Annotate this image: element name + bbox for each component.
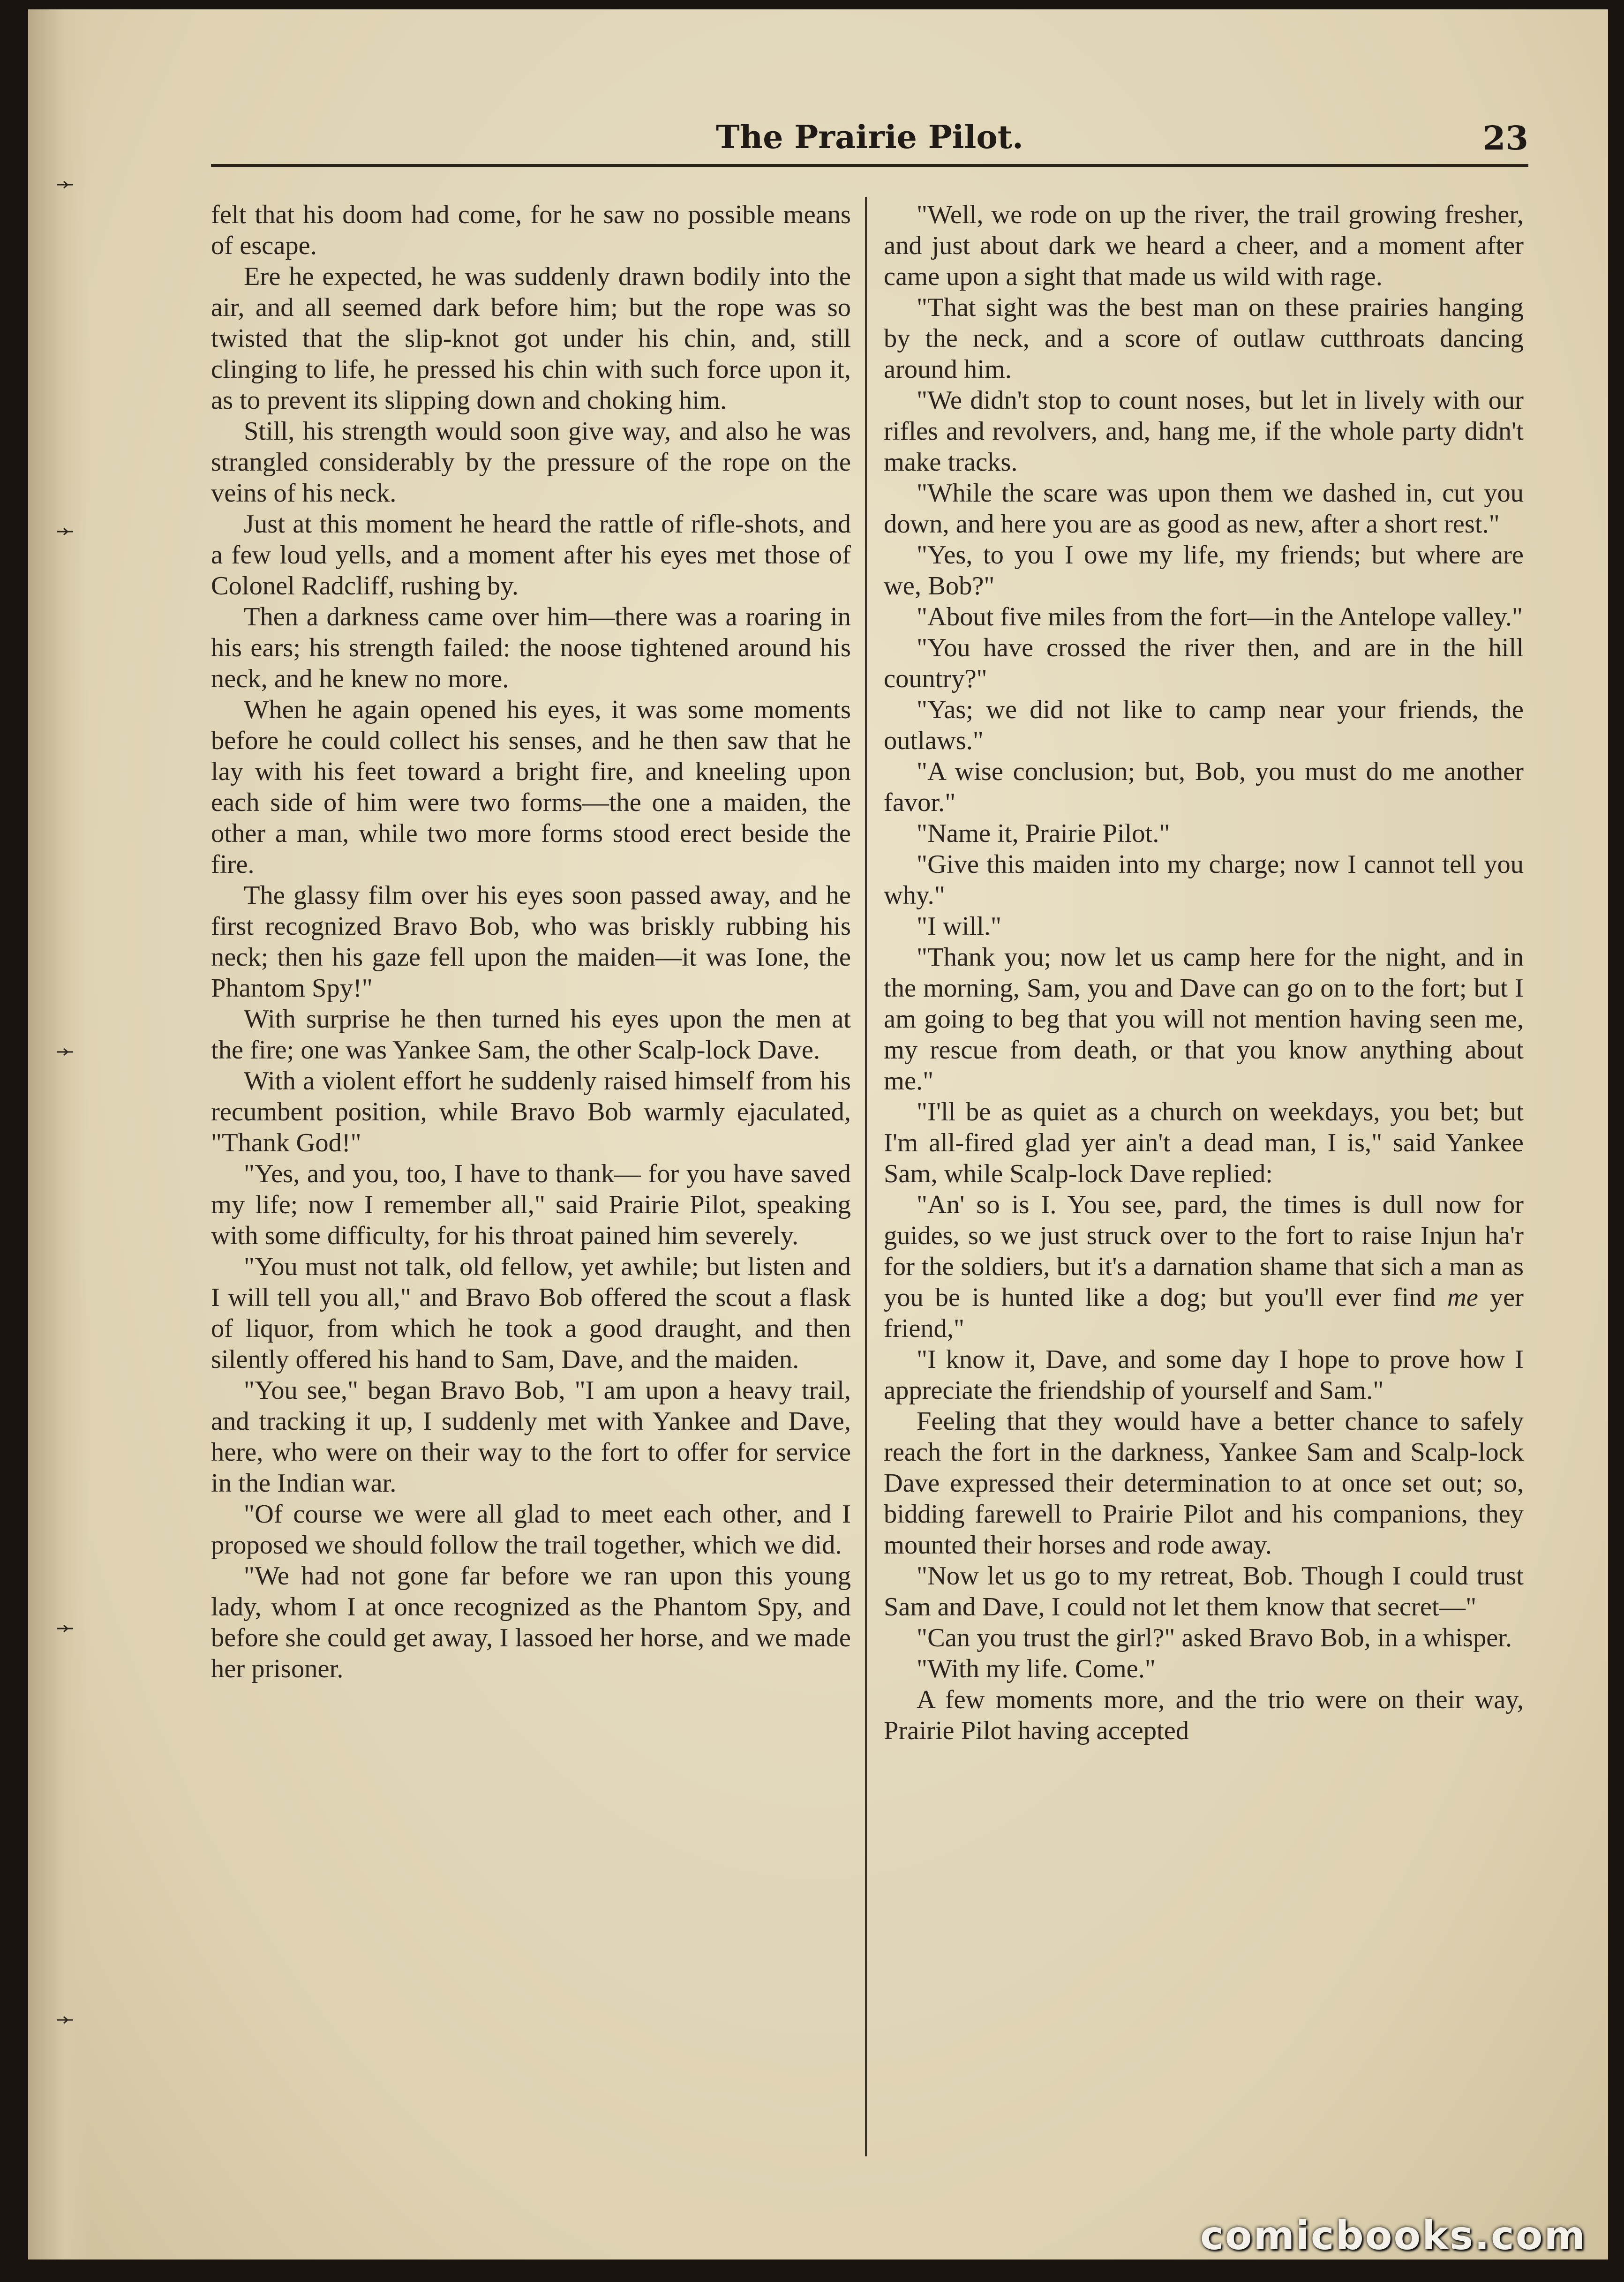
paragraph: "Give this maiden into my charge; now I cannot tell you why.": [884, 850, 1524, 910]
paragraph: Still, his strength would soon give way, and also he was strangled considerably by the pressure of the rope on the veins of his neck.: [211, 417, 851, 508]
header-rule: [211, 164, 1528, 167]
binding-thread-icon: [57, 1624, 73, 1633]
paragraph: "Yes, and you, too, I have to thank— for you have saved my life; now I remember all," said Prairie Pilot, speaking with some difficulty, for his throat pained him severely.: [211, 1159, 851, 1250]
binding-thread-icon: [57, 1048, 73, 1056]
paragraph: "Well, we rode on up the river, the trail growing fresher, and just about dark we heard a cheer, and a moment after came upon a sight that made us wild with rage.: [884, 200, 1524, 291]
page-number: 23: [1482, 119, 1528, 158]
paragraph: A few moments more, and the trio were on their way, Prairie Pilot having accepted: [884, 1685, 1524, 1745]
paragraph: "You have crossed the river then, and are in the hill country?": [884, 633, 1524, 693]
binding-gutter: [28, 9, 89, 2259]
text-run: yer friend,": [884, 1283, 1524, 1343]
paragraph: "Yas; we did not like to camp near your friends, the outlaws.": [884, 695, 1524, 755]
paragraph: "You see," began Bravo Bob, "I am upon a heavy trail, and tracking it up, I suddenly met with Yankee and Dave, here, who were on their way to the fort to offer for service in the Indian war.: [211, 1376, 851, 1498]
paragraph: With surprise he then turned his eyes upon the men at the fire; one was Yankee Sam, the other Scalp-lock Dave.: [211, 1005, 851, 1065]
paragraph: "A wise conclusion; but, Bob, you must do me another favor.": [884, 757, 1524, 817]
paragraph: "We didn't stop to count noses, but let in lively with our rifles and revolvers, and, hang me, if the whole party didn't make tracks.: [884, 386, 1524, 477]
paragraph: "Can you trust the girl?" asked Bravo Bob, in a whisper.: [917, 1623, 1512, 1652]
paragraph: felt that his doom had come, for he saw no possible means of escape.: [211, 200, 851, 260]
emphasized-word: me: [1447, 1283, 1478, 1312]
right-column: [884, 199, 1524, 1746]
paragraph: Ere he expected, he was suddenly drawn bodily into the air, and all seemed dark before him; but the rope was so twisted that the slip-knot got under his chin, and, still clinging to life, he pressed his chin with such force upon it, as to prevent its slipping down and choking him.: [211, 262, 851, 415]
paragraph: "With my life. Come.": [917, 1654, 1156, 1683]
paragraph: Just at this moment he heard the rattle of rifle-shots, and a few loud yells, and a moment after his eyes met those of Colonel Radcliff, rushing by.: [211, 510, 851, 601]
paragraph: Then a darkness came over him—there was a roaring in his ears; his strength failed: the noose tightened around his neck, and he knew no more.: [211, 602, 851, 693]
binding-thread-icon: [57, 527, 73, 536]
running-title: The Prairie Pilot.: [716, 119, 1023, 156]
binding-thread-icon: [57, 2016, 73, 2024]
binding-thread-icon: [57, 180, 73, 189]
paragraph: "Thank you; now let us camp here for the night, and in the morning, Sam, you and Dave can go on to the fort; but I am going to beg that you will not mention having seen me, my rescue from death, or that you know anything about me.": [884, 943, 1524, 1096]
paragraph: "Now let us go to my retreat, Bob. Though I could trust Sam and Dave, I could not let them know that secret—": [884, 1561, 1524, 1621]
paragraph: The glassy film over his eyes soon passed away, and he first recognized Bravo Bob, who was briskly rubbing his neck; then his gaze fell upon the maiden—it was Ione, the Phantom Spy!": [211, 881, 851, 1003]
book-page: [28, 9, 1608, 2259]
paragraph: "Yes, to you I owe my life, my friends; but where are we, Bob?": [884, 540, 1524, 601]
paragraph: "Of course we were all glad to meet each other, and I proposed we should follow the trail together, which we did.: [211, 1500, 851, 1560]
left-column: [211, 199, 851, 1684]
paragraph: Feeling that they would have a better chance to safely reach the fort in the darkness, Yankee Sam and Scalp-lock Dave expressed their determination to at once set out; so, bidding farewell to Prairie Pilot and his companions, they mounted their horses and rode away.: [884, 1407, 1524, 1560]
watermark: comicbooks.com: [1200, 2213, 1586, 2259]
paragraph: "While the scare was upon them we dashed in, cut you down, and here you are as good as new, after a short rest.": [884, 479, 1524, 539]
text-run: "An' so is I. You see, pard, the times is dull now for guides, so we just struck over to the fort to raise Injun ha'r for the soldiers, but it's a darnation shame that sich a man as you be is hunted like a dog; but you'll ever find: [884, 1190, 1524, 1312]
paragraph: "Name it, Prairie Pilot.": [917, 819, 1170, 848]
paragraph: "We had not gone far before we ran upon this young lady, whom I at once recognized as the Phantom Spy, and before she could get away, I lassoed her horse, and we made her prisoner.: [211, 1561, 851, 1683]
column-divider: [865, 197, 867, 2156]
paragraph: When he again opened his eyes, it was some moments before he could collect his senses, and he then saw that he lay with his feet toward a bright fire, and kneeling upon each side of him were two forms—the one a maiden, the other a man, while two more forms stood erect beside the fire.: [211, 695, 851, 879]
paragraph-with-emphasis: [884, 1189, 1524, 1344]
paragraph: "That sight was the best man on these prairies hanging by the neck, and a score of outlaw cutthroats dancing around him.: [884, 293, 1524, 384]
paragraph: "I'll be as quiet as a church on weekdays, you bet; but I'm all-fired glad yer ain't a dead man, I is," said Yankee Sam, while Scalp-lock Dave replied:: [884, 1097, 1524, 1188]
paragraph: "I will.": [917, 912, 1002, 941]
paragraph: "You must not talk, old fellow, yet awhile; but listen and I will tell you all," and Bravo Bob offered the scout a flask of liquor, from which he took a good draught, and then silently offered his hand to Sam, Dave, and the maiden.: [211, 1252, 851, 1374]
paragraph: "About five miles from the fort—in the Antelope valley.": [917, 602, 1523, 631]
paragraph: With a violent effort he suddenly raised himself from his recumbent position, while Bravo Bob warmly ejaculated, "Thank God!": [211, 1066, 851, 1157]
paragraph: "I know it, Dave, and some day I hope to prove how I appreciate the friendship of yourself and Sam.": [884, 1345, 1524, 1405]
page-header: [211, 115, 1528, 166]
